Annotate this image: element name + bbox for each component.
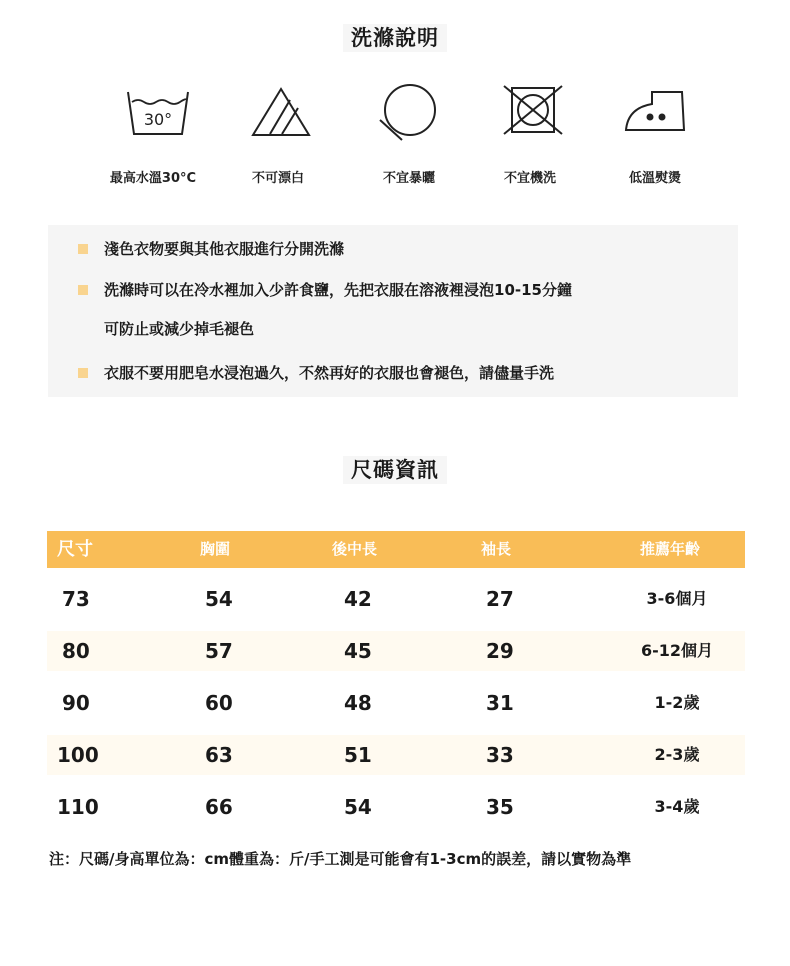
note-bullet — [78, 244, 88, 254]
header-age: 推薦年齡 — [640, 540, 701, 558]
cell-size: 80 — [62, 639, 90, 663]
size-table-header — [47, 531, 745, 568]
cell-size: 100 — [57, 743, 99, 767]
table-row — [47, 735, 745, 775]
note-line: 可防止或減少掉毛褪色 — [104, 320, 255, 338]
cell-chest: 63 — [205, 743, 233, 767]
cell-sleeve: 29 — [486, 639, 514, 663]
cell-age: 3-6個月 — [646, 589, 708, 608]
wash-tub-30-icon — [126, 88, 190, 138]
cell-length: 42 — [344, 587, 372, 611]
cell-size: 73 — [62, 587, 90, 611]
cell-length: 51 — [344, 743, 372, 767]
cell-length: 48 — [344, 691, 372, 715]
low-iron-icon — [624, 88, 688, 134]
no-bleach-icon — [250, 86, 312, 138]
header-chest: 胸圍 — [200, 540, 231, 558]
no-sun-dry-icon — [376, 82, 440, 144]
cell-sleeve: 31 — [486, 691, 514, 715]
care-label-temp: 最高水溫30°C — [109, 171, 197, 186]
cell-sleeve: 35 — [486, 795, 514, 819]
table-row — [47, 631, 745, 671]
size-footnote: 注：尺碼/身高單位為：cm體重為：斤/手工測是可能會有1-3cm的誤差，請以實物為準 — [49, 850, 632, 868]
cell-chest: 66 — [205, 795, 233, 819]
cell-age: 2-3歲 — [654, 745, 700, 764]
note-line: 洗滌時可以在冷水裡加入少許食鹽，先把衣服在溶液裡浸泡10-15分鐘 — [104, 281, 572, 299]
table-row — [47, 683, 745, 723]
cell-age: 6-12個月 — [640, 641, 714, 660]
cell-chest: 60 — [205, 691, 233, 715]
care-label-no-sun: 不宜暴曬 — [382, 171, 435, 186]
care-label-no-machine: 不宜機洗 — [503, 171, 556, 186]
cell-sleeve: 33 — [486, 743, 514, 767]
header-sleeve: 袖長 — [481, 540, 512, 558]
cell-chest: 54 — [205, 587, 233, 611]
washing-title: 洗滌說明 — [0, 22, 790, 52]
wash-temp-symbol: 30° — [143, 110, 173, 129]
note-line: 衣服不要用肥皂水浸泡過久，不然再好的衣服也會褪色，請儘量手洗 — [104, 364, 555, 382]
cell-age: 1-2歲 — [654, 693, 700, 712]
no-machine-wash-icon — [502, 84, 564, 136]
table-row — [47, 579, 745, 619]
note-line: 淺色衣物要與其他衣服進行分開洗滌 — [104, 240, 345, 258]
size-title: 尺碼資訊 — [0, 454, 790, 484]
cell-length: 54 — [344, 795, 372, 819]
header-size: 尺寸 — [57, 539, 93, 560]
cell-length: 45 — [344, 639, 372, 663]
cell-sleeve: 27 — [486, 587, 514, 611]
note-bullet — [78, 285, 88, 295]
note-bullet — [78, 368, 88, 378]
cell-chest: 57 — [205, 639, 233, 663]
header-length: 後中長 — [332, 540, 378, 558]
care-label-no-bleach: 不可漂白 — [251, 171, 304, 186]
cell-size: 90 — [62, 691, 90, 715]
cell-size: 110 — [57, 795, 99, 819]
washing-notes — [48, 225, 738, 397]
cell-age: 3-4歲 — [654, 797, 700, 816]
table-row — [47, 787, 745, 827]
care-label-iron: 低溫熨燙 — [628, 171, 681, 186]
